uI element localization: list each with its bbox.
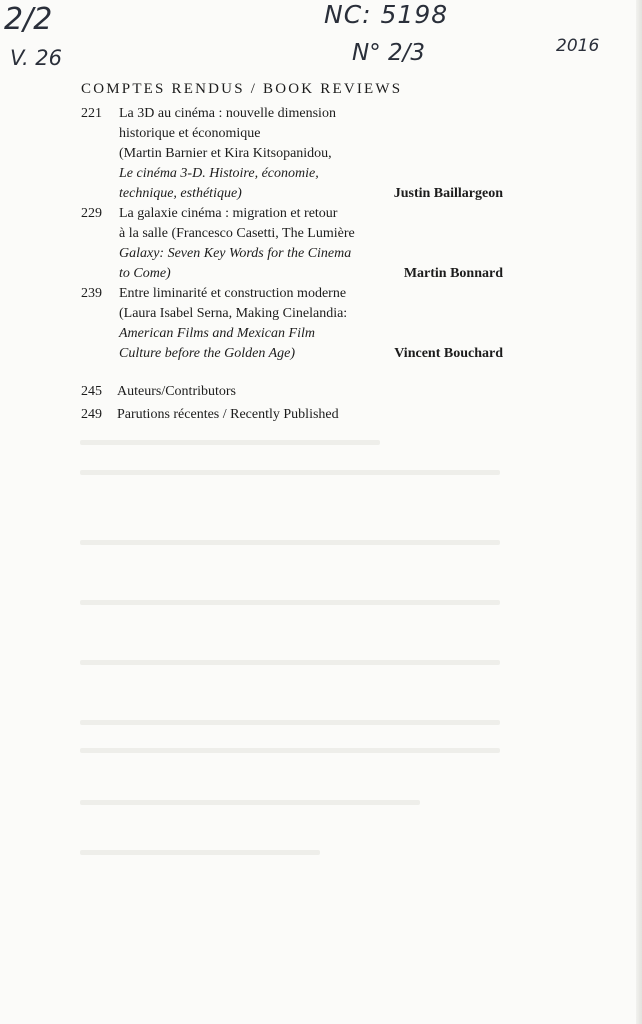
entry-line <box>119 264 377 284</box>
page-number: 239 <box>81 286 102 301</box>
page-number: 249 <box>81 407 102 422</box>
show-through <box>80 850 320 855</box>
book-title: technique, esthétique) <box>119 186 242 201</box>
section-title: COMPTES RENDUS / BOOK REVIEWS <box>81 81 403 97</box>
entry-line: à la salle (Francesco Casetti, The Lumière <box>119 226 355 241</box>
show-through <box>80 440 380 445</box>
entry-label: Auteurs/Contributors <box>117 384 236 399</box>
entry-line <box>119 324 377 344</box>
entry-line: La 3D au cinéma : nouvelle dimension <box>119 106 336 121</box>
entry-line <box>119 184 377 204</box>
entry-text <box>119 104 377 204</box>
show-through <box>80 600 500 605</box>
book-title: to Come) <box>119 266 171 281</box>
toc-entry-contributors <box>81 382 236 402</box>
page-number: 245 <box>81 384 102 399</box>
toc-entry <box>81 284 503 364</box>
handwritten-number: N° 2/3 <box>352 40 426 66</box>
entry-line: historique et économique <box>119 126 261 141</box>
entry-label: Parutions récentes / Recently Published <box>117 407 339 422</box>
handwritten-issue: 2/2 <box>4 2 53 37</box>
reviewer-name: Vincent Bouchard <box>394 346 503 361</box>
entry-line <box>119 244 377 264</box>
entry-line: La galaxie cinéma : migration et retour <box>119 206 338 221</box>
show-through <box>80 748 500 753</box>
show-through <box>80 540 500 545</box>
reviewer-name: Justin Baillargeon <box>393 186 503 201</box>
toc-entry <box>81 104 503 204</box>
toc-entry-recent-publications <box>81 405 339 425</box>
entry-line <box>119 344 377 364</box>
entry-line: Entre liminarité et construction moderne <box>119 286 347 301</box>
entry-text <box>119 284 377 364</box>
toc-entry <box>81 204 503 284</box>
page-number: 221 <box>81 106 102 121</box>
entry-text <box>119 204 377 284</box>
show-through <box>80 800 420 805</box>
book-title: American Films and Mexican Film <box>119 326 315 341</box>
book-title: Galaxy: Seven Key Words for the Cinema <box>119 246 352 261</box>
entry-line <box>119 164 377 184</box>
reviewer-name: Martin Bonnard <box>403 266 503 281</box>
handwritten-year: 2016 <box>556 36 600 56</box>
book-title: Le cinéma 3-D. Histoire, économie, <box>119 166 319 181</box>
entry-line: (Laura Isabel Serna, Making Cinelandia: <box>119 306 348 321</box>
handwritten-volume: V. 26 <box>10 46 63 70</box>
show-through <box>80 720 500 725</box>
show-through <box>80 470 500 475</box>
show-through <box>80 660 500 665</box>
page-edge <box>636 0 642 1024</box>
page-number: 229 <box>81 206 102 221</box>
book-title: Culture before the Golden Age) <box>119 346 295 361</box>
handwritten-call-number: NC: 5198 <box>324 0 449 29</box>
entry-line: (Martin Barnier et Kira Kitsopanidou, <box>119 146 332 161</box>
